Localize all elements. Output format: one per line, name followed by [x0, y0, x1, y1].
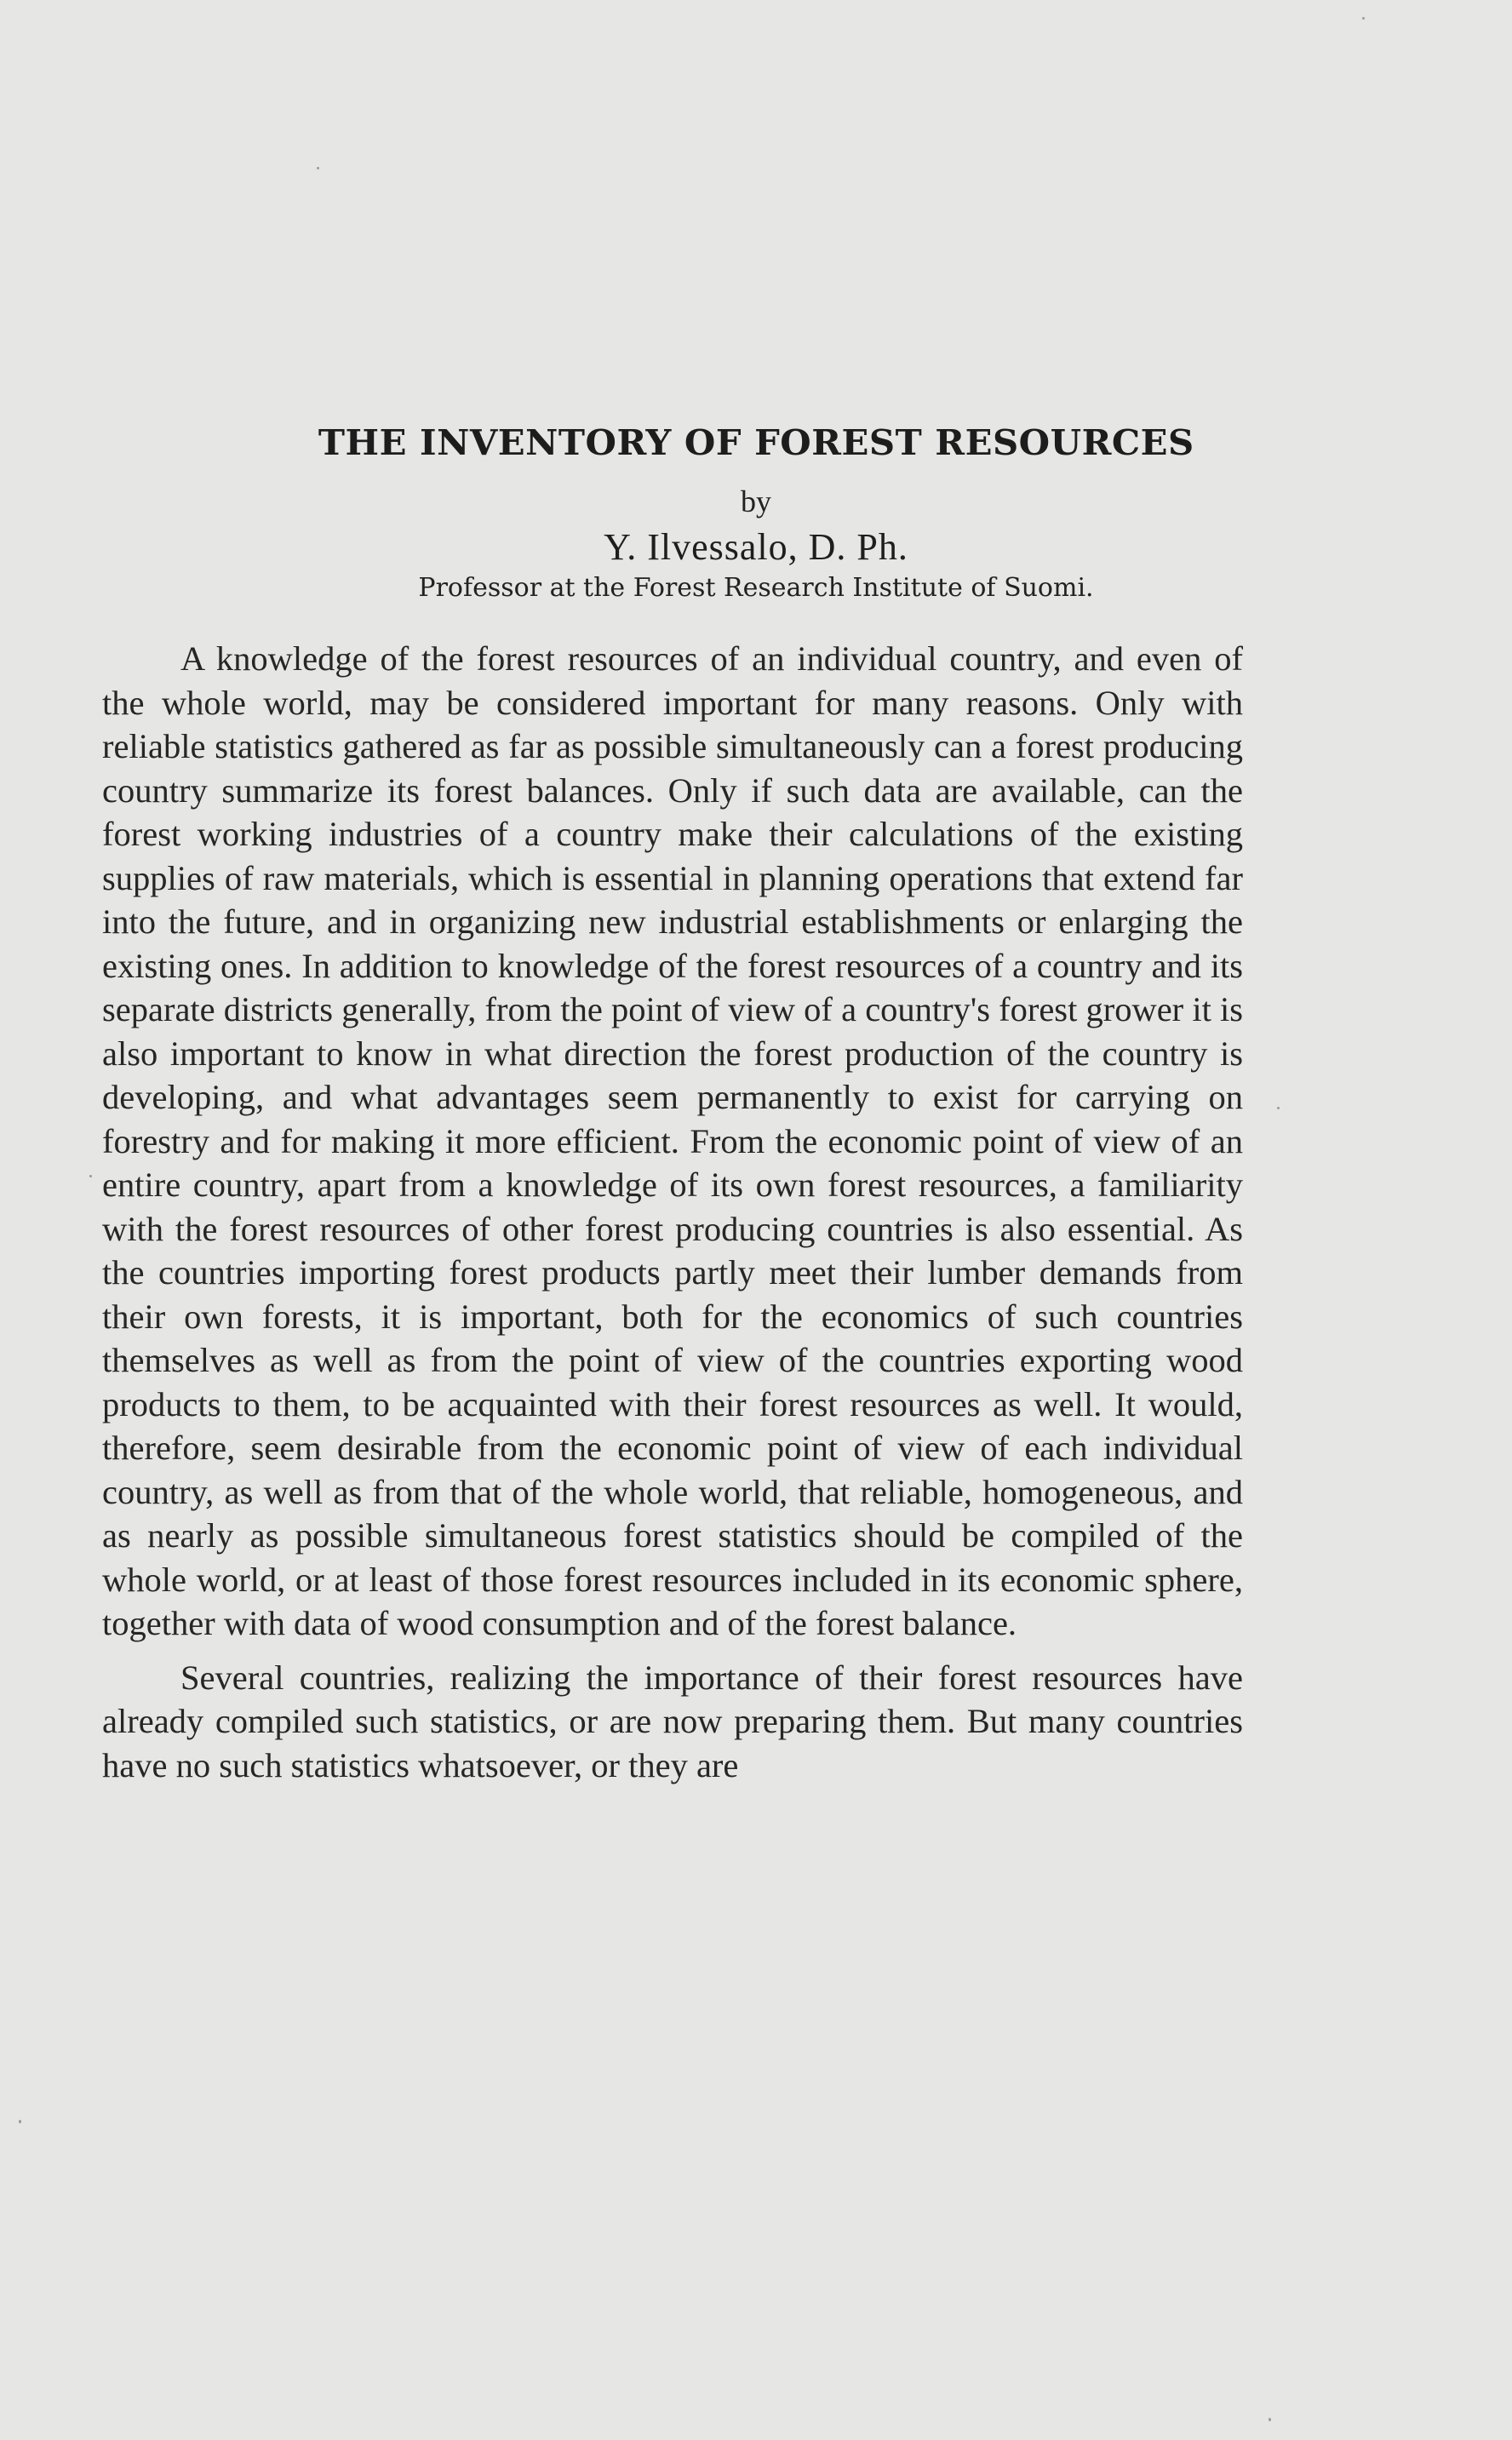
article-title — [0, 422, 1512, 463]
scan-speck — [89, 1175, 92, 1177]
scan-speck — [1362, 17, 1365, 20]
article-title-text: THE INVENTORY OF FOREST RESOURCES — [318, 422, 1194, 463]
paragraph-1: A knowledge of the forest resources of an individual country, and even of the whole world, may be considered important for many reasons. Only with reliable statistics gathered as far as possible simultaneously can a forest producing country summarize its forest balances. Only if such data are available, can the forest working industries of a country make their calculations of the existing supplies of raw materials, which is essential in planning operations that extend far into the future, and in organizing new industrial establishments or enlarging the existing ones. In addition to knowledge of the forest resources of a country and its separate districts generally, from the point of view of a country's forest grower it is also important to know in what direction the forest production of the country is developing, and what advantages seem permanently to exist for carrying on forestry and for making it more efficient. From the economic point of view of an entire country, apart from a knowledge of its own forest resources, a familiarity with the forest resources of other forest producing countries is also essential. As the countries importing forest products partly meet their lumber demands from their own forests, it is important, both for the economics of such countries themselves as well as from the point of view of the countries exporting wood products to them, to be acquainted with their forest resources as well. It would, therefore, seem desirable from the economic point of view of each individual country, as well as from that of the whole world, that reliable, homogeneous, and as nearly as possible simultaneous forest statistics should be compiled of the whole world, or at least of those forest resources included in its economic sphere, together with data of wood consumption and of the forest balance. — [102, 639, 1243, 1642]
byline: by — [741, 484, 771, 518]
scan-speck — [1277, 1107, 1280, 1109]
scan-speck — [19, 2120, 21, 2123]
paragraph-2: Several countries, realizing the importance of their forest resources have already compiled such statistics, or are now preparing them. But many countries have no such statistics whatsoever, or they are — [102, 1658, 1243, 1784]
author-affiliation: Professor at the Forest Research Institute of Suomi. — [418, 573, 1094, 603]
article-body — [102, 637, 1243, 1787]
scan-speck — [1269, 2418, 1271, 2421]
author-name: Y. Ilvessalo, D. Ph. — [604, 526, 908, 568]
scan-speck — [317, 167, 319, 169]
